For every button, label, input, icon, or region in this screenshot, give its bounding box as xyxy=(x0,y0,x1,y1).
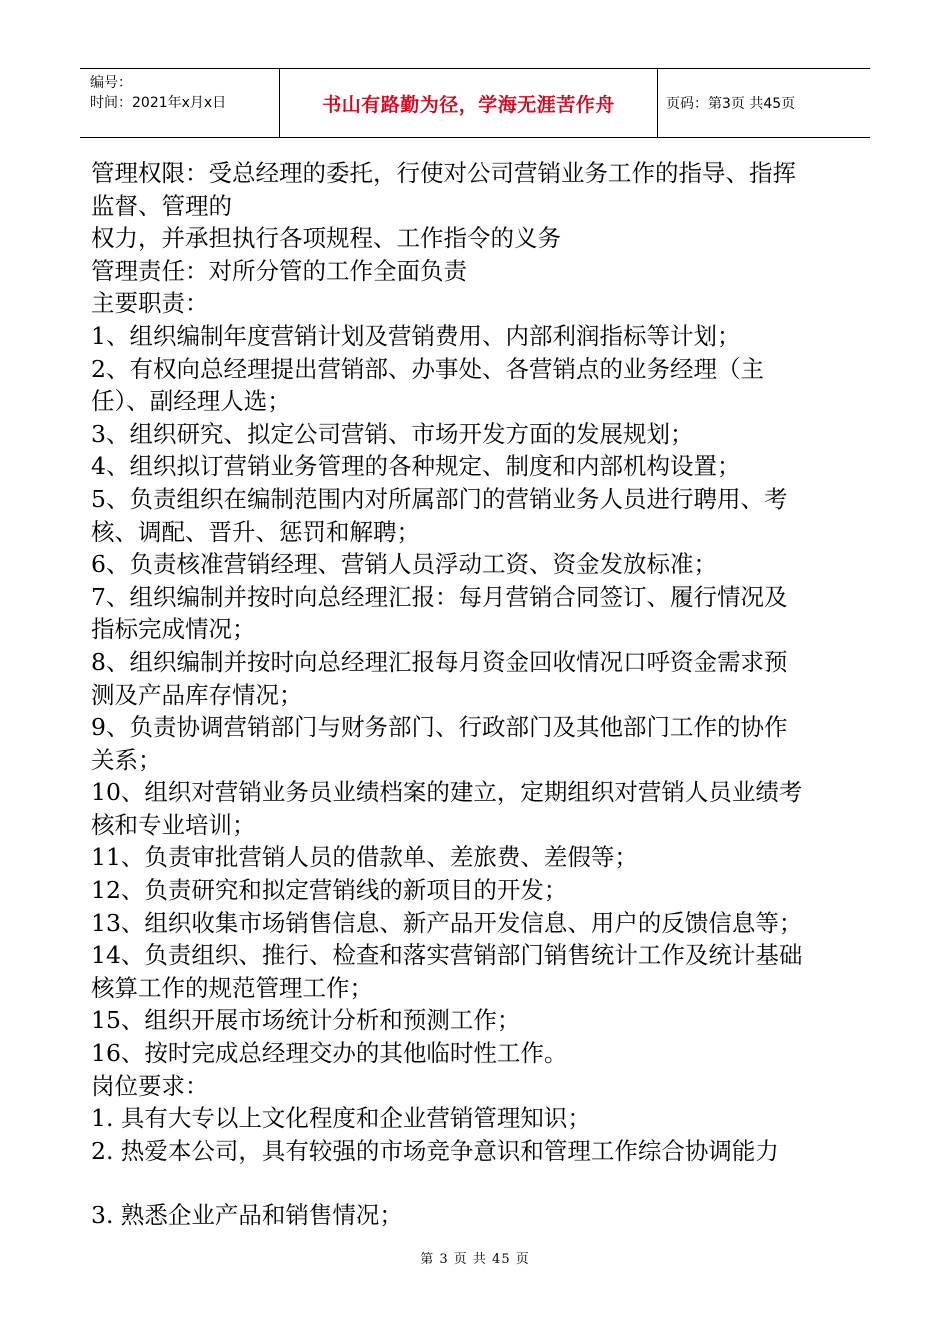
body-line: 管理权限：受总经理的委托，行使对公司营销业务工作的指导、指挥 xyxy=(91,159,796,187)
body-line: 9、负责协调营销部门与财务部门、行政部门及其他部门工作的协作 xyxy=(91,713,788,742)
header-number: 编号： xyxy=(90,75,132,91)
header-time: 时间：2021年x月x日 xyxy=(90,95,227,111)
body-line: 15、组织开展市场统计分析和预测工作； xyxy=(91,1006,521,1035)
body-line: 3、组织研究、拟定公司营销、市场开发方面的发展规划； xyxy=(91,419,694,448)
body-line: 10、组织对营销业务员业绩档案的建立，定期组织对营销人员业绩考 xyxy=(91,778,803,807)
body-line: 11、负责审批营销人员的借款单、差旅费、差假等； xyxy=(91,843,638,872)
body-line: 管理责任：对所分管的工作全面负责 xyxy=(91,256,467,285)
body-line: 权力，并承担执行各项规程、工作指令的义务 xyxy=(91,224,561,253)
body-line: 2. 热爱本公司，具有较强的市场竞争意识和管理工作综合协调能力 xyxy=(91,1136,779,1165)
body-line: 关系； xyxy=(91,745,162,774)
body-line: 核、调配、晋升、惩罚和解聘； xyxy=(91,517,420,546)
body-line: 核算工作的规范管理工作； xyxy=(91,973,373,1002)
body-line: 岗位要求： xyxy=(91,1071,209,1100)
page-header xyxy=(80,68,870,138)
body-line: 1、组织编制年度营销计划及营销费用、内部利润指标等计划； xyxy=(91,321,741,350)
body-line: 7、组织编制并按时向总经理汇报：每月营销合同签订、履行情况及 xyxy=(91,582,788,611)
body-line: 指标完成情况； xyxy=(91,615,256,644)
header-page-info: 页码：第3页 共45页 xyxy=(666,96,796,112)
body-line: 2、有权向总经理提出营销部、办事处、各营销点的业务经理（主 xyxy=(91,354,764,383)
body-line: 12、负责研究和拟定营销线的新项目的开发； xyxy=(91,876,568,905)
body-line: 4、组织拟订营销业务管理的各种规定、制度和内部机构设置； xyxy=(91,452,741,481)
body-line: 5、负责组织在编制范围内对所属部门的营销业务人员进行聘用、考 xyxy=(91,484,788,513)
body-line: 任）、副经理人选； xyxy=(91,387,291,416)
body-line: 3. 熟悉企业产品和销售情况； xyxy=(91,1201,403,1230)
body-line: 测及产品库存情况； xyxy=(91,680,303,709)
body-line: 16、按时完成总经理交办的其他临时性工作。 xyxy=(91,1039,568,1068)
body-line: 监督、管理的 xyxy=(91,191,232,220)
body-line: 主要职责： xyxy=(91,289,209,318)
body-line: 1. 具有大专以上文化程度和企业营销管理知识； xyxy=(91,1104,591,1133)
header-slogan: 书山有路勤为径，学海无涯苦作舟 xyxy=(280,69,658,137)
body-line: 8、组织编制并按时向总经理汇报每月资金回收情况口呼资金需求预 xyxy=(91,647,788,676)
body-line: 14、负责组织、推行、检查和落实营销部门销售统计工作及统计基础 xyxy=(91,941,803,970)
body-line: 13、组织收集市场销售信息、新产品开发信息、用户的反馈信息等； xyxy=(91,908,803,937)
document-body xyxy=(91,157,866,1232)
header-meta xyxy=(80,69,280,137)
body-line: 6、负责核准营销经理、营销人员浮动工资、资金发放标准； xyxy=(91,550,717,579)
page-footer: 第 3 页 共 45 页 xyxy=(420,1252,530,1267)
body-line: 核和专业培训； xyxy=(91,810,256,839)
